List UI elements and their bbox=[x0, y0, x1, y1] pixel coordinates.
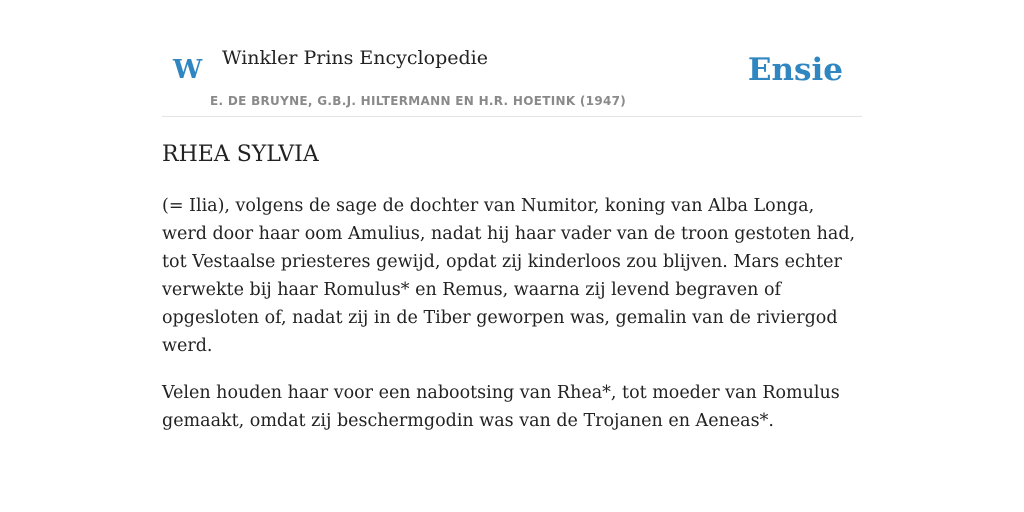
article-paragraph: (= Ilia), volgens de sage de dochter van Numitor, koning van Alba Longa, werd door haar oom Amulius, nadat hij haar vader van de troon gestoten had, tot Vestaalse priesteres gewijd, opdat zij kinderloos zou blijven. Mars echter verwekte bij haar Romulus* en Remus, waarna zij levend begraven of opgesloten of, nadat zij in de Tiber geworpen was, gemalin van de riviergod werd. bbox=[162, 196, 856, 356]
article bbox=[162, 140, 862, 435]
encyclopedia-logo[interactable]: W bbox=[173, 55, 203, 85]
article-title: RHEA SYLVIA bbox=[162, 142, 319, 167]
article-paragraph: Velen houden haar voor een nabootsing van Rhea*, tot moeder van Romulus gemaakt, omdat zij beschermgodin was van de Trojanen en Aeneas*. bbox=[162, 383, 840, 431]
ensie-brand-link[interactable]: Ensie bbox=[747, 52, 843, 88]
book-title: Winkler Prins Encyclopedie bbox=[222, 47, 488, 69]
page-header bbox=[162, 0, 862, 117]
book-authors: E. DE BRUYNE, G.B.J. HILTERMANN EN H.R. HOETINK (1947) bbox=[210, 94, 627, 108]
